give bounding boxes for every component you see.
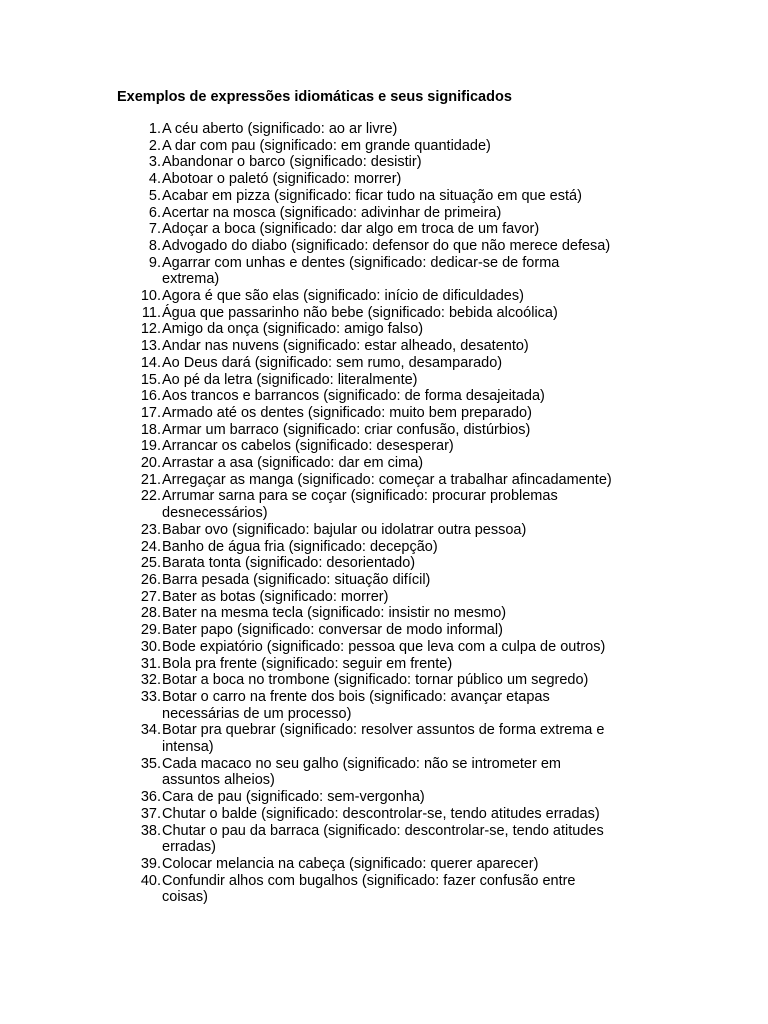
list-item — [117, 205, 657, 222]
list-item-number: 13. — [140, 338, 161, 355]
list-item-number: 22. — [140, 488, 161, 505]
list-item-number: 12. — [140, 321, 161, 338]
list-item-text: Banho de água fria (significado: decepção) — [162, 538, 438, 555]
expression-list — [117, 121, 657, 906]
list-item-text: Bater na mesma tecla (significado: insistir no mesmo) — [162, 605, 507, 622]
list-item-number: 28. — [140, 605, 161, 622]
list-item — [117, 255, 657, 288]
list-item — [117, 188, 657, 205]
list-item-number: 8. — [148, 237, 161, 254]
list-item-number: 35. — [140, 755, 161, 772]
list-item-number: 10. — [140, 288, 161, 305]
list-item — [117, 238, 657, 255]
list-item — [117, 171, 657, 188]
list-item — [117, 372, 657, 389]
list-item-text: Abandonar o barco (significado: desistir) — [162, 154, 422, 171]
list-item — [117, 756, 657, 789]
list-item-text: Arregaçar as manga (significado: começar a trabalhar afincadamente) — [162, 471, 612, 488]
list-item — [117, 522, 657, 539]
list-item — [117, 605, 657, 622]
list-item-text: Adoçar a boca (significado: dar algo em troca de um favor) — [162, 221, 540, 238]
list-item-text: Bater papo (significado: conversar de modo informal) — [162, 622, 503, 639]
list-item — [117, 856, 657, 873]
list-item — [117, 422, 657, 439]
list-item-number: 37. — [140, 805, 161, 822]
list-item-number: 33. — [140, 688, 161, 705]
list-item-number: 20. — [140, 455, 161, 472]
list-item-text: Água que passarinho não bebe (significado: bebida alcoólica) — [162, 304, 558, 321]
list-item-text: Amigo da onça (significado: amigo falso) — [162, 321, 424, 338]
list-item — [117, 288, 657, 305]
list-item-number: 17. — [140, 404, 161, 421]
list-item — [117, 488, 657, 521]
list-item-number: 7. — [148, 221, 161, 238]
list-item-text: A dar com pau (significado: em grande quantidade) — [162, 137, 491, 154]
list-item-text: Arrastar a asa (significado: dar em cima) — [162, 455, 424, 472]
list-item — [117, 472, 657, 489]
list-item-number: 27. — [140, 588, 161, 605]
list-item-number: 15. — [140, 371, 161, 388]
list-item — [117, 589, 657, 606]
list-item — [117, 305, 657, 322]
list-item — [117, 388, 657, 405]
list-item-text: Cara de pau (significado: sem-vergonha) — [162, 789, 425, 806]
list-item-text: Barra pesada (significado: situação difícil) — [162, 571, 431, 588]
list-item-text: Agarrar com unhas e dentes (significado: dedicar-se de forma extrema) — [162, 254, 560, 288]
list-item-number: 14. — [140, 354, 161, 371]
list-item — [117, 622, 657, 639]
list-item-text: Botar pra quebrar (significado: resolver assuntos de forma extrema e intensa) — [162, 722, 605, 756]
list-item-text: Ao Deus dará (significado: sem rumo, desamparado) — [162, 354, 503, 371]
list-item-text: Arrumar sarna para se coçar (significado: procurar problemas desnecessários) — [162, 488, 558, 522]
list-item-number: 24. — [140, 538, 161, 555]
list-item-text: Acabar em pizza (significado: ficar tudo na situação em que está) — [162, 187, 582, 204]
list-item — [117, 455, 657, 472]
list-item — [117, 722, 657, 755]
list-item-number: 2. — [148, 137, 161, 154]
list-item — [117, 873, 657, 906]
list-item — [117, 555, 657, 572]
list-item-number: 40. — [140, 872, 161, 889]
list-item-text: Bater as botas (significado: morrer) — [162, 588, 389, 605]
list-item-number: 38. — [140, 822, 161, 839]
list-item-number: 26. — [140, 571, 161, 588]
list-item-number: 1. — [148, 121, 161, 137]
list-item-number: 32. — [140, 672, 161, 689]
list-item — [117, 121, 657, 138]
list-item-text: Chutar o balde (significado: descontrolar-se, tendo atitudes erradas) — [162, 805, 600, 822]
list-item — [117, 355, 657, 372]
list-item-text: Arrancar os cabelos (significado: desesperar) — [162, 438, 454, 455]
list-item — [117, 405, 657, 422]
document-title: Exemplos de expressões idiomáticas e seus significados — [117, 89, 512, 105]
list-item-text: Cada macaco no seu galho (significado: não se intrometer em assuntos alheios) — [162, 755, 561, 789]
list-item-number: 21. — [140, 471, 161, 488]
list-item-number: 3. — [148, 154, 161, 171]
list-item-text: Abotoar o paletó (significado: morrer) — [162, 171, 402, 188]
list-item-number: 19. — [140, 438, 161, 455]
list-item-text: A céu aberto (significado: ao ar livre) — [162, 121, 398, 137]
list-item — [117, 656, 657, 673]
list-item-text: Botar a boca no trombone (significado: tornar público um segredo) — [162, 672, 589, 689]
list-item-number: 9. — [148, 254, 161, 271]
list-item-text: Armar um barraco (significado: criar confusão, distúrbios) — [162, 421, 531, 438]
list-item — [117, 221, 657, 238]
list-item-text: Andar nas nuvens (significado: estar alheado, desatento) — [162, 338, 529, 355]
list-item-text: Agora é que são elas (significado: início de dificuldades) — [162, 288, 524, 305]
list-item-text: Barata tonta (significado: desorientado) — [162, 555, 416, 572]
list-item — [117, 338, 657, 355]
list-item-number: 31. — [140, 655, 161, 672]
list-item-text: Advogado do diabo (significado: defensor do que não merece defesa) — [162, 237, 611, 254]
list-item-number: 16. — [140, 388, 161, 405]
list-item-text: Babar ovo (significado: bajular ou idolatrar outra pessoa) — [162, 521, 527, 538]
list-item — [117, 154, 657, 171]
list-item-text: Bode expiatório (significado: pessoa que leva com a culpa de outros) — [162, 638, 606, 655]
list-item — [117, 639, 657, 656]
list-item — [117, 321, 657, 338]
list-item-text: Aos trancos e barrancos (significado: de forma desajeitada) — [162, 388, 545, 405]
list-item — [117, 689, 657, 722]
list-item-text: Acertar na mosca (significado: adivinhar de primeira) — [162, 204, 502, 221]
list-item-number: 29. — [140, 622, 161, 639]
list-item — [117, 672, 657, 689]
list-item-number: 34. — [140, 722, 161, 739]
list-item-number: 39. — [140, 855, 161, 872]
list-item — [117, 789, 657, 806]
list-item — [117, 438, 657, 455]
list-item-number: 18. — [140, 421, 161, 438]
list-item-text: Ao pé da letra (significado: literalmente) — [162, 371, 418, 388]
list-item-number: 4. — [148, 171, 161, 188]
list-item — [117, 806, 657, 823]
list-item-text: Colocar melancia na cabeça (significado: querer aparecer) — [162, 855, 539, 872]
list-item-text: Armado até os dentes (significado: muito bem preparado) — [162, 404, 532, 421]
list-item-number: 25. — [140, 555, 161, 572]
list-item-text: Botar o carro na frente dos bois (significado: avançar etapas necessárias de um processo) — [162, 688, 550, 722]
list-item — [117, 138, 657, 155]
list-item-number: 36. — [140, 789, 161, 806]
list-item-text: Bola pra frente (significado: seguir em frente) — [162, 655, 453, 672]
list-item-number: 30. — [140, 638, 161, 655]
list-item — [117, 823, 657, 856]
list-item — [117, 539, 657, 556]
list-item-number: 23. — [140, 521, 161, 538]
list-item-number: 6. — [148, 204, 161, 221]
list-item-text: Chutar o pau da barraca (significado: descontrolar-se, tendo atitudes erradas) — [162, 822, 604, 856]
list-item-number: 11. — [141, 304, 161, 321]
list-item-text: Confundir alhos com bugalhos (significado: fazer confusão entre coisas) — [162, 872, 576, 906]
list-item — [117, 572, 657, 589]
list-item-number: 5. — [148, 187, 161, 204]
